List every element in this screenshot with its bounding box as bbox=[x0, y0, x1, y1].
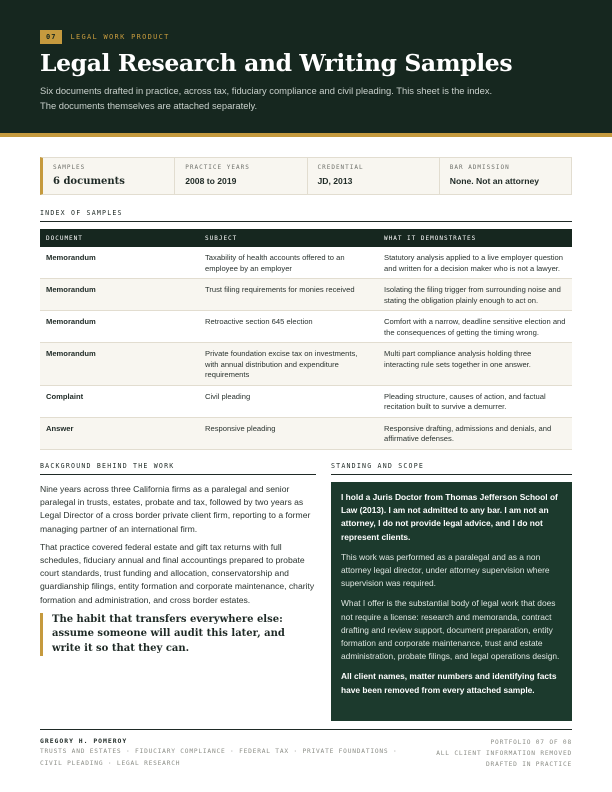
header-band bbox=[0, 0, 612, 133]
cell-document: Memorandum bbox=[40, 311, 199, 343]
background-heading: BACKGROUND BEHIND THE WORK bbox=[40, 462, 175, 470]
standing-scope-panel bbox=[331, 482, 572, 721]
footer-meta-line: DRAFTED IN PRACTICE bbox=[486, 761, 572, 769]
scope-paragraph: I hold a Juris Doctor from Thomas Jefferson School of Law (2013). I am not admitted to any bar. I am not an attorney, I do not provide legal advice, and I do not represent clients. bbox=[341, 492, 558, 542]
stat-bar-admission bbox=[440, 158, 571, 194]
stat-label: BAR ADMISSION bbox=[449, 164, 510, 171]
page-title: Legal Research and Writing Samples bbox=[40, 49, 513, 77]
page-subtitle: Six documents drafted in practice, across tax, fiduciary compliance and civil pleading. This sheet is the index. The documents themselves are attached separately. bbox=[40, 85, 493, 111]
table-row bbox=[40, 311, 572, 343]
footer-meta-line: ALL CLIENT INFORMATION REMOVED bbox=[436, 750, 572, 758]
cell-demonstrates: Multi part compliance analysis holding three interacting rule sets together in one answer. bbox=[378, 343, 572, 386]
cell-document: Memorandum bbox=[40, 343, 199, 386]
table-row bbox=[40, 385, 572, 417]
index-rule bbox=[40, 221, 572, 222]
stat-value: 6 documents bbox=[53, 176, 125, 187]
cell-subject: Private foundation excise tax on investments, with annual distribution and expenditure requirements bbox=[199, 343, 378, 386]
cell-demonstrates: Statutory analysis applied to a live employer question and written for a decision maker who is not a lawyer. bbox=[378, 247, 572, 279]
index-heading: INDEX OF SAMPLES bbox=[40, 209, 123, 217]
table-row bbox=[40, 279, 572, 311]
cell-subject: Trust filing requirements for monies received bbox=[199, 279, 378, 311]
samples-index-table bbox=[40, 229, 572, 450]
scope-paragraph: What I offer is the substantial body of legal work that does not require a license: research and memoranda, contract drafting and review support, document preparation, entity formation and corporate maintenance, trust and estate administration, probate filings, and legal operations design. bbox=[341, 598, 560, 662]
background-paragraph: Nine years across three California firms as a paralegal and senior paralegal in trusts, estates, probate and tax, followed by two years as Legal Director of a cross border private client firm, reporting to a former managing partner of an international firm. bbox=[40, 484, 311, 534]
table-row bbox=[40, 343, 572, 386]
table-row bbox=[40, 247, 572, 279]
background-rule bbox=[40, 474, 316, 475]
stat-value: 2008 to 2019 bbox=[185, 176, 237, 186]
cell-demonstrates: Responsive drafting, admissions and denials, and affirmative defenses. bbox=[378, 417, 572, 449]
scope-heading: STANDING AND SCOPE bbox=[331, 462, 425, 470]
header-accent-rule bbox=[0, 133, 612, 137]
column-header-subject: SUBJECT bbox=[199, 229, 378, 247]
cell-subject: Retroactive section 645 election bbox=[199, 311, 378, 343]
footer-practice-tags: TRUSTS AND ESTATES · FIDUCIARY COMPLIANCE · FEDERAL TAX · PRIVATE FOUNDATIONS · CIVIL PLEADING · LEGAL RESEARCH bbox=[40, 748, 398, 767]
cell-document: Complaint bbox=[40, 385, 199, 417]
eyebrow-label: LEGAL WORK PRODUCT bbox=[70, 33, 170, 41]
table-header-row bbox=[40, 229, 572, 247]
stat-credential bbox=[308, 158, 440, 194]
section-number-badge: 07 bbox=[40, 30, 62, 44]
stat-samples bbox=[43, 158, 175, 194]
stat-label: SAMPLES bbox=[53, 164, 86, 171]
column-header-document: DOCUMENT bbox=[40, 229, 199, 247]
pull-quote: The habit that transfers everywhere else: assume someone will audit this later, and write it so that they can. bbox=[40, 613, 316, 657]
footer-meta bbox=[392, 737, 572, 771]
cell-subject: Civil pleading bbox=[199, 385, 378, 417]
cell-demonstrates: Pleading structure, causes of action, and factual recitation built to survive a demurrer. bbox=[378, 385, 572, 417]
column-header-demonstrates: WHAT IT DEMONSTRATES bbox=[378, 229, 572, 247]
table-row bbox=[40, 417, 572, 449]
cell-subject: Responsive pleading bbox=[199, 417, 378, 449]
footer-rule bbox=[40, 729, 572, 730]
cell-document: Answer bbox=[40, 417, 199, 449]
cell-demonstrates: Comfort with a narrow, deadline sensitive election and the consequences of getting the timing wrong. bbox=[378, 311, 572, 343]
background-section bbox=[40, 483, 316, 656]
scope-paragraph: This work was performed as a paralegal and as a non attorney legal director, under attorney supervision where supervision was required. bbox=[341, 551, 550, 589]
scope-rule bbox=[331, 474, 572, 475]
stat-label: PRACTICE YEARS bbox=[185, 164, 250, 171]
stat-value: None. Not an attorney bbox=[449, 176, 540, 186]
stat-value: JD, 2013 bbox=[317, 176, 353, 186]
footer-author-name: GREGORY H. POMEROY bbox=[40, 737, 128, 745]
background-paragraph: That practice covered federal estate and gift tax returns with full schedules, fiduciary annual and final accountings prepared to probate court standards, trust funding and allocation, conservatorship and guardianship filings, entity formation and corporate maintenance, charity formation and administration, and cross border estates. bbox=[40, 541, 315, 605]
cell-document: Memorandum bbox=[40, 279, 199, 311]
scope-paragraph: All client names, matter numbers and identifying facts have been removed from every attached sample. bbox=[341, 671, 557, 695]
cell-document: Memorandum bbox=[40, 247, 199, 279]
cell-demonstrates: Isolating the filing trigger from surrounding noise and stating the obligation plainly enough to act on. bbox=[378, 279, 572, 311]
cell-subject: Taxability of health accounts offered to an employee by an employer bbox=[199, 247, 378, 279]
stat-label: CREDENTIAL bbox=[317, 164, 364, 171]
eyebrow-row bbox=[40, 30, 170, 44]
stat-practice-years bbox=[175, 158, 307, 194]
stats-strip bbox=[40, 157, 572, 195]
footer-meta-line: PORTFOLIO 07 OF 08 bbox=[490, 739, 572, 746]
